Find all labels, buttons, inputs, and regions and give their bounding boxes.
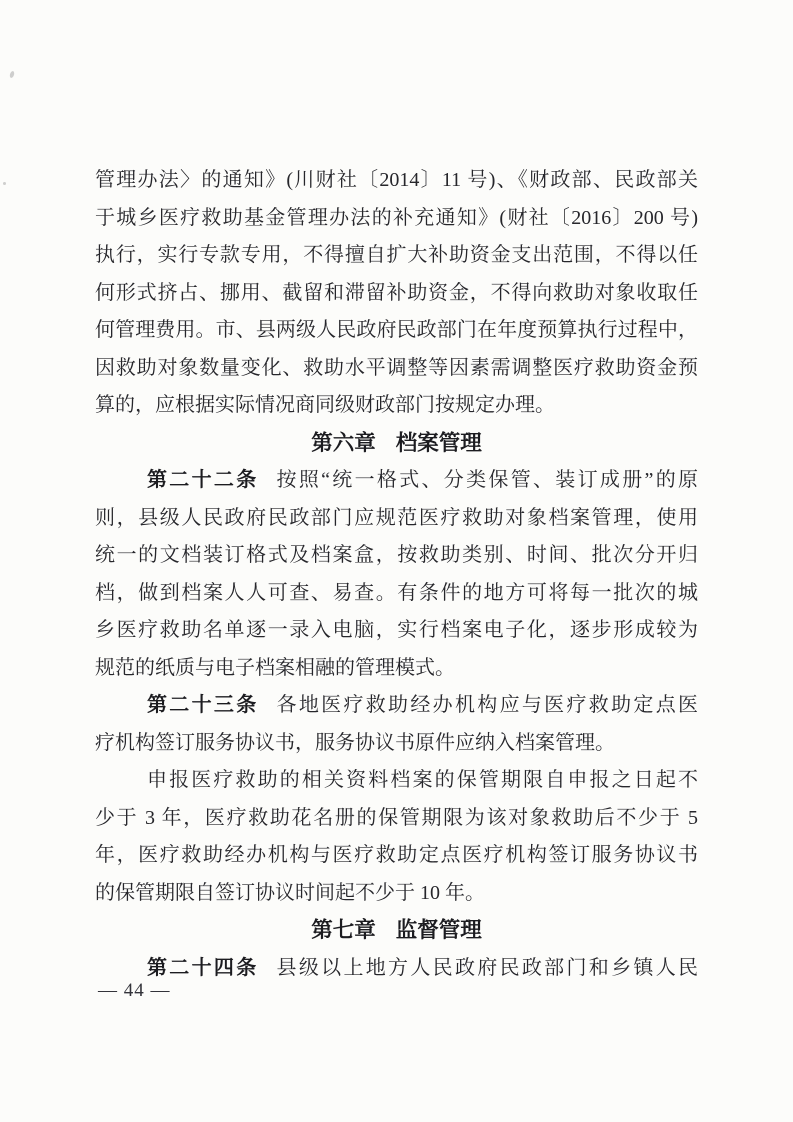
document-line (95, 237, 698, 275)
document-line (95, 312, 698, 350)
document-line (95, 162, 698, 200)
document-line (95, 537, 698, 575)
document-line (95, 387, 698, 425)
line-text: 何管理费用。市、县两级人民政府民政部门在年度预算执行过程中， (95, 319, 698, 341)
line-text: 乡医疗救助名单逐一录入电脑，实行档案电子化，逐步形成较为 (95, 619, 698, 641)
document-line (95, 275, 698, 313)
line-text: 统一的文档装订格式及档案盒，按救助类别、时间、批次分开归 (95, 544, 698, 566)
line-text: 何形式挤占、挪用、截留和滞留补助资金，不得向救助对象收取任 (95, 281, 698, 304)
document-line (95, 575, 698, 613)
line-text: 按照“统一格式、分类保管、装订成册”的原 (276, 469, 698, 491)
line-text: 疗机构签订服务协议书，服务协议书原件应纳入档案管理。 (95, 731, 615, 754)
chapter-heading (95, 425, 698, 463)
article-number: 第二十二条 (147, 469, 259, 491)
line-text: 则，县级人民政府民政部门应规范医疗救助对象档案管理，使用 (95, 506, 698, 529)
chapter-heading (95, 912, 698, 950)
line-text: 执行，实行专款专用，不得擅自扩大补助资金支出范围，不得以任 (95, 244, 698, 266)
line-text: 算的，应根据实际情况商同级财政部门按规定办理。 (95, 394, 555, 416)
document-line (95, 800, 698, 838)
line-text: 申报医疗救助的相关资料档案的保管期限自申报之日起不 (147, 769, 698, 791)
article-number: 第二十三条 (147, 694, 259, 716)
line-text: 于城乡医疗救助基金管理办法的补充通知》(财社〔2016〕200 号) (95, 206, 698, 229)
document-line (95, 837, 698, 875)
scan-artifact (9, 71, 15, 79)
article-line (95, 950, 698, 988)
document-line (95, 200, 698, 238)
line-text: 少于 3 年，医疗救助花名册的保管期限为该对象救助后不少于 5 (95, 806, 698, 829)
article-line (95, 462, 698, 500)
line-text: 档，做到档案人人可查、易查。有条件的地方可将每一批次的城 (95, 581, 698, 604)
document-line (95, 500, 698, 538)
document-line (95, 762, 698, 800)
line-text: 规范的纸质与电子档案相融的管理模式。 (95, 656, 455, 679)
line-text: 管理办法〉的通知》(川财社〔2014〕11 号)、《财政部、民政部关 (95, 169, 698, 191)
article-number: 第二十四条 (147, 956, 259, 979)
chapter-title: 监督管理 (395, 918, 482, 942)
document-line (95, 612, 698, 650)
line-text: 的保管期限自签订协议时间起不少于 10 年。 (95, 881, 485, 904)
line-text: 年，医疗救助经办机构与医疗救助定点医疗机构签订服务协议书 (95, 844, 698, 866)
document-line (95, 875, 698, 913)
scan-artifact (3, 182, 6, 185)
document-line (95, 650, 698, 688)
article-line (95, 687, 698, 725)
page-number: — 44 — (98, 980, 171, 1001)
line-text: 各地医疗救助经办机构应与医疗救助定点医 (276, 694, 698, 716)
document-line (95, 350, 698, 388)
line-text: 县级以上地方人民政府民政部门和乡镇人民 (276, 956, 698, 979)
document-line (95, 725, 698, 763)
document-text-block (95, 162, 698, 987)
chapter-title: 档案管理 (395, 430, 482, 455)
chapter-number: 第七章 (311, 918, 376, 942)
line-text: 因救助对象数量变化、救助水平调整等因素需调整医疗救助资金预 (95, 356, 698, 379)
chapter-number: 第六章 (311, 430, 376, 455)
